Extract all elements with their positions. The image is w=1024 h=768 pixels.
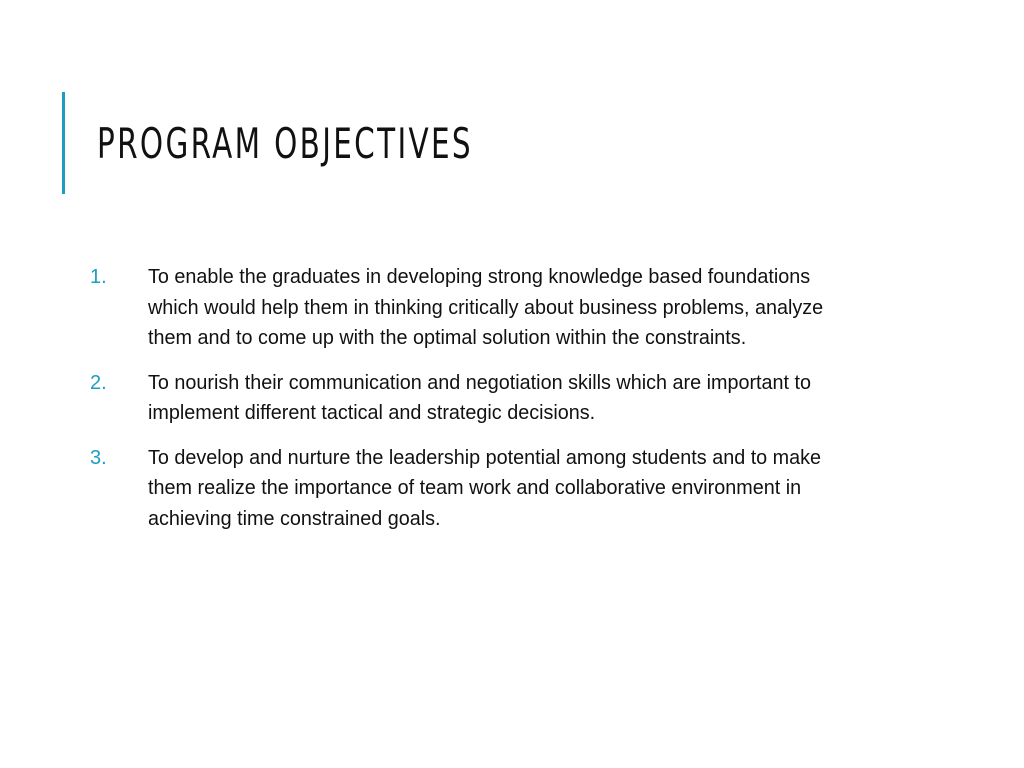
objective-text: To enable the graduates in developing strong knowledge based foundations which would help them in thinking critically about business problems, analyze them and to come up with the optimal solution within the constraints. xyxy=(148,265,824,349)
objective-text: To develop and nurture the leadership potential among students and to make them realize the importance of team work and collaborative environment in achieving time constrained goals. xyxy=(148,445,822,530)
objective-item-3 xyxy=(90,443,890,535)
objective-item-1 xyxy=(90,262,890,354)
objective-item-2 xyxy=(90,368,890,429)
objective-text: To nourish their communication and negotiation skills which are important to implement different tactical and strategic decisions. xyxy=(148,370,812,424)
objective-number: 2. xyxy=(90,371,107,394)
title-accent-bar xyxy=(62,92,65,194)
objectives-list xyxy=(90,262,890,548)
objective-number: 1. xyxy=(90,266,107,288)
objective-number: 3. xyxy=(90,446,107,469)
slide-title: PROGRAM OBJECTIVES xyxy=(97,119,473,168)
